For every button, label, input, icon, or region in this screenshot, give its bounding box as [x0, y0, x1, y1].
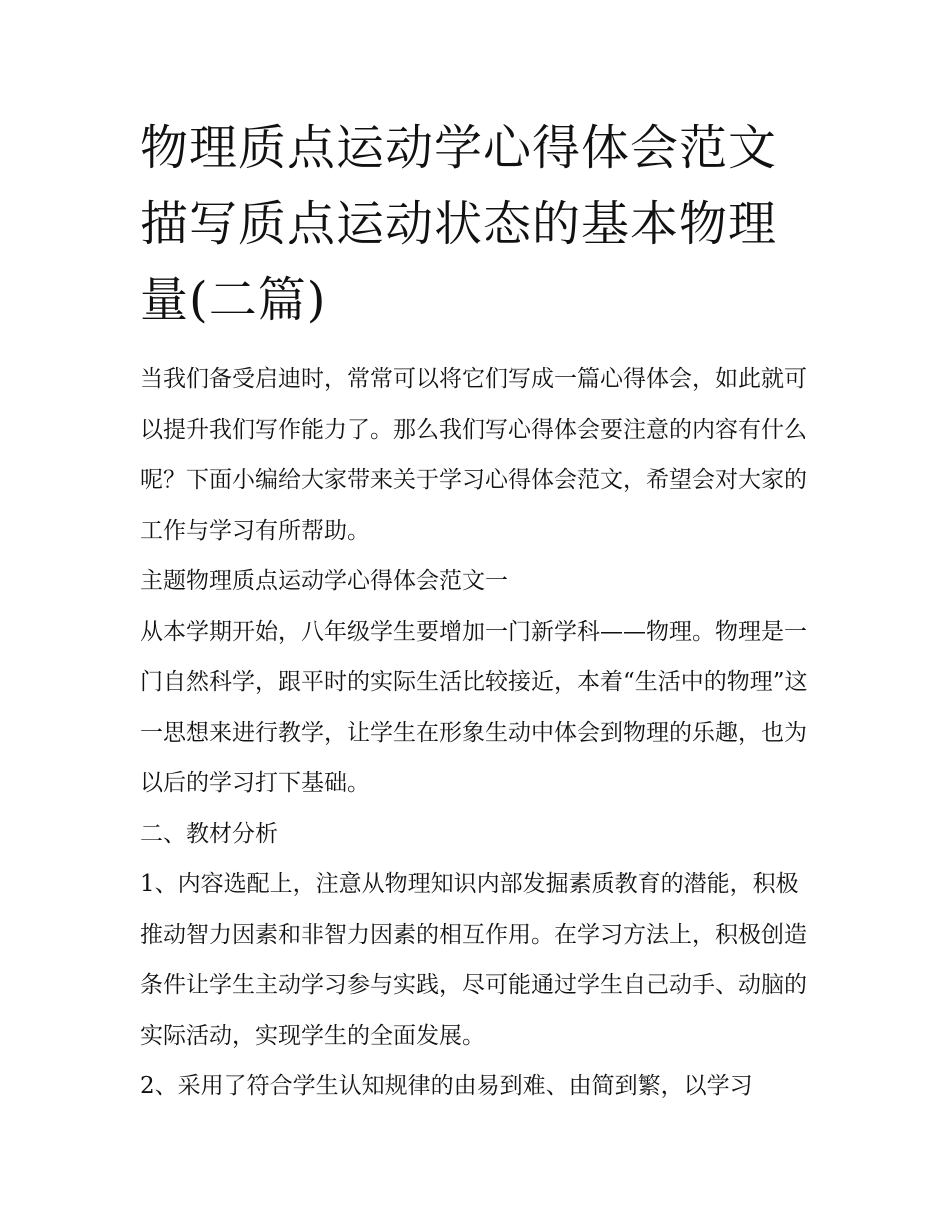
- body-paragraph: 从本学期开始，八年级学生要增加一门新学科——物理。物理是一门自然科学，跟平时的实际生活比较接近，本着“生活中的物理”这一思想来进行教学，让学生在形象生动中体会到物理的乐趣，也为以后的学习打下基础。: [140, 618, 808, 796]
- document-body: [140, 354, 820, 1112]
- section-heading: 主题物理质点运动学心得体会范文一: [140, 568, 508, 594]
- body-paragraph: 2、采用了符合学生认知规律的由易到难、由简到繁，以学习: [140, 1073, 753, 1099]
- intro-paragraph: 当我们备受启迪时，常常可以将它们写成一篇心得体会，如此就可以提升我们写作能力了。那么我们写心得体会要注意的内容有什么呢？下面小编给大家带来关于学习心得体会范文，希望会对大家的工作与学习有所帮助。: [140, 366, 807, 544]
- document-title: 物理质点运动学心得体会范文描写质点运动状态的基本物理量(二篇): [140, 120, 778, 328]
- section-heading: 二、教材分析: [140, 820, 278, 847]
- body-paragraph: 1、内容选配上，注意从物理知识内部发掘素质教育的潜能，积极推动智力因素和非智力因素的相互作用。在学习方法上，积极创造条件让学生主动学习参与实践，尽可能通过学生自己动手、动脑的实际活动，实现学生的全面发展。: [140, 871, 807, 1049]
